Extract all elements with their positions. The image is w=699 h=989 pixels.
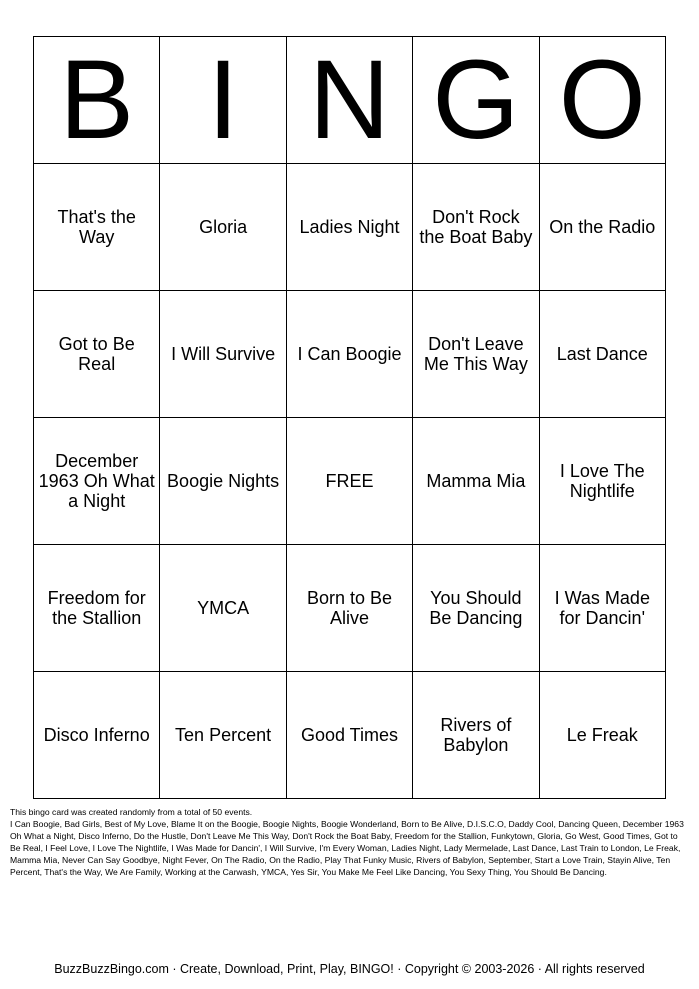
header-letter-n: N [286, 37, 412, 164]
bingo-cell: Last Dance [539, 291, 665, 418]
info-intro: This bingo card was created randomly from a total of 50 events. [10, 807, 253, 817]
card-info [10, 806, 689, 878]
bingo-cell: Boogie Nights [160, 418, 286, 545]
bingo-cell: Le Freak [539, 672, 665, 799]
bingo-cell: YMCA [160, 545, 286, 672]
bingo-cell: December 1963 Oh What a Night [34, 418, 160, 545]
bingo-cell: Gloria [160, 164, 286, 291]
bingo-row [34, 418, 666, 545]
bingo-card [33, 36, 666, 799]
bingo-cell: Don't Rock the Boat Baby [413, 164, 539, 291]
bingo-row [34, 164, 666, 291]
footer-copyright: BuzzBuzzBingo.com · Create, Download, Print, Play, BINGO! · Copyright © 2003-2026 · All rights reserved [54, 962, 645, 976]
bingo-cell: Ladies Night [286, 164, 412, 291]
bingo-cell: Rivers of Babylon [413, 672, 539, 799]
bingo-cell: You Should Be Dancing [413, 545, 539, 672]
bingo-header-row [34, 37, 666, 164]
bingo-cell: On the Radio [539, 164, 665, 291]
bingo-row [34, 291, 666, 418]
event-list: I Can Boogie, Bad Girls, Best of My Love, Blame It on the Boogie, Boogie Nights, Boogie Wonderland, Born to Be Alive, D.I.S.C.O, Daddy Cool, Dancing Queen, December 1963 Oh What a Night, Disco Inferno, Do the Hustle, Don't Leave Me This Way, Don't Rock the Boat Baby, Freedom for the Stallion, Funkytown, Gloria, Go West, Good Times, Got to Be Real, I Feel Love, I Love The Nightlife, I Was Made for Dancin', I Will Survive, I'm Every Woman, Ladies Night, Lady Mermelade, Last Dance, Last Train to London, Le Freak, Mamma Mia, Never Can Say Goodbye, Night Fever, On The Radio, On the Radio, Play That Funky Music, Rivers of Babylon, September, Start a Love Train, Stayin Alive, Ten Percent, That's the Way, We Are Family, Working at the Carwash, YMCA, Yes Sir, You Make Me Feel Like Dancing, You Sexy Thing, You Should Be Dancing. [10, 819, 684, 877]
bingo-row [34, 545, 666, 672]
bingo-cell: Freedom for the Stallion [34, 545, 160, 672]
bingo-cell: Born to Be Alive [286, 545, 412, 672]
bingo-cell: Mamma Mia [413, 418, 539, 545]
bingo-cell: Got to Be Real [34, 291, 160, 418]
bingo-cell: Ten Percent [160, 672, 286, 799]
bingo-cell: I Will Survive [160, 291, 286, 418]
bingo-row [34, 672, 666, 799]
bingo-cell: That's the Way [34, 164, 160, 291]
bingo-cell: Good Times [286, 672, 412, 799]
header-letter-g: G [413, 37, 539, 164]
bingo-cell: Disco Inferno [34, 672, 160, 799]
header-letter-b: B [34, 37, 160, 164]
bingo-cell: Don't Leave Me This Way [413, 291, 539, 418]
bingo-cell: I Can Boogie [286, 291, 412, 418]
bingo-cell: I Was Made for Dancin' [539, 545, 665, 672]
free-space-cell: FREE [286, 418, 412, 545]
header-letter-i: I [160, 37, 286, 164]
bingo-cell: I Love The Nightlife [539, 418, 665, 545]
header-letter-o: O [539, 37, 665, 164]
